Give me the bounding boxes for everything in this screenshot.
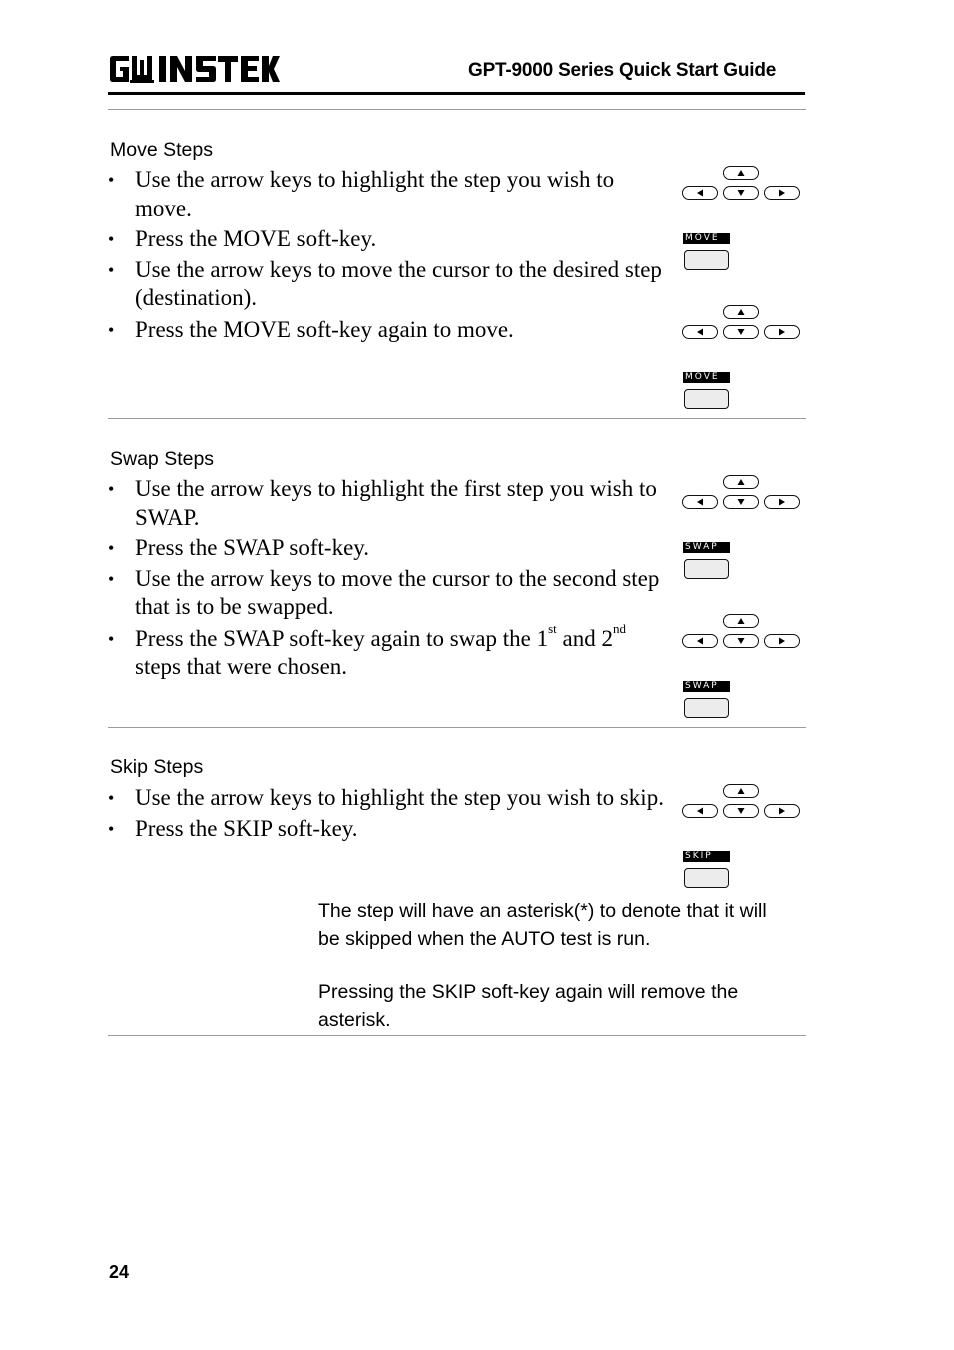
- step-text: Press the SWAP soft-key again to swap the 1: [135, 625, 549, 651]
- arrow-keypad-icon: [682, 475, 804, 511]
- arrow-left-icon: [682, 325, 718, 339]
- arrow-left-icon: [682, 186, 718, 200]
- section-title-move-steps: Move Steps: [110, 139, 213, 161]
- softkey-button: [684, 698, 729, 718]
- arrow-down-icon: [723, 634, 759, 648]
- arrow-down-icon: [723, 495, 759, 509]
- softkey-button: [684, 389, 729, 409]
- list-item: • Use the arrow keys to move the cursor to the second step that is to be swapped.: [108, 565, 673, 622]
- softkey-label: MOVE: [683, 372, 730, 383]
- arrow-keypad-icon: [682, 166, 804, 202]
- arrow-down-icon: [723, 325, 759, 339]
- arrow-right-icon: [764, 325, 800, 339]
- list-item: • Use the arrow keys to highlight the first step you wish to SWAP.: [108, 475, 673, 532]
- gw-instek-logo: [108, 54, 280, 84]
- arrow-down-icon: [723, 186, 759, 200]
- softkey-label: SKIP: [683, 851, 730, 862]
- arrow-left-icon: [682, 804, 718, 818]
- ordinal-suffix: st: [548, 620, 557, 636]
- swap-steps-list: [108, 475, 673, 682]
- guide-title: GPT-9000 Series Quick Start Guide: [468, 60, 777, 81]
- soft-key-button-icon: [683, 233, 731, 280]
- arrow-up-icon: [723, 166, 759, 180]
- list-item: • Press the SWAP soft-key.: [108, 534, 673, 563]
- softkey-button: [684, 250, 729, 270]
- arrow-up-icon: [723, 305, 759, 319]
- list-item: • Use the arrow keys to highlight the step you wish to skip.: [108, 784, 673, 813]
- arrow-right-icon: [764, 495, 800, 509]
- step-text: and 2: [556, 625, 613, 651]
- soft-key-button-icon: [683, 372, 731, 419]
- step-text: steps that were chosen.: [135, 654, 348, 679]
- softkey-button: [684, 559, 729, 579]
- list-item: [108, 620, 673, 682]
- section-title-skip-steps: Skip Steps: [110, 756, 204, 778]
- section-divider: [108, 418, 806, 419]
- softkey-label: SWAP: [683, 681, 730, 692]
- list-item: • Press the SKIP soft-key.: [108, 815, 673, 844]
- header-rule-thin: [108, 109, 806, 110]
- arrow-up-icon: [723, 614, 759, 628]
- note-paragraph: Pressing the SKIP soft-key again will remove the asterisk.: [318, 981, 739, 1031]
- arrow-right-icon: [764, 186, 800, 200]
- softkey-label: SWAP: [683, 542, 730, 553]
- page-number: 24: [109, 1262, 130, 1282]
- softkey-label: MOVE: [683, 233, 730, 244]
- section-divider: [108, 727, 806, 728]
- list-item: • Use the arrow keys to highlight the step you wish to move.: [108, 166, 673, 223]
- arrow-keypad-icon: [682, 305, 804, 341]
- arrow-keypad-icon: [682, 784, 804, 820]
- softkey-button: [684, 868, 729, 888]
- skip-steps-list: [108, 784, 673, 843]
- arrow-right-icon: [764, 804, 800, 818]
- list-item: • Use the arrow keys to move the cursor to the desired step (destination).: [108, 256, 673, 313]
- header-rule: [108, 92, 805, 95]
- arrow-keypad-icon: [682, 614, 804, 650]
- ordinal-suffix: nd: [612, 620, 626, 636]
- list-item: • Press the MOVE soft-key.: [108, 225, 673, 254]
- arrow-left-icon: [682, 495, 718, 509]
- arrow-up-icon: [723, 475, 759, 489]
- arrow-up-icon: [723, 784, 759, 798]
- section-divider: [108, 1035, 806, 1036]
- soft-key-button-icon: [683, 851, 731, 898]
- soft-key-button-icon: [683, 681, 731, 728]
- arrow-right-icon: [764, 634, 800, 648]
- arrow-down-icon: [723, 804, 759, 818]
- list-item: • Press the MOVE soft-key again to move.: [108, 316, 673, 345]
- section-title-swap-steps: Swap Steps: [110, 448, 215, 470]
- move-steps-list: [108, 166, 673, 344]
- note-paragraph: The step will have an asterisk(*) to denote that it will be skipped when the AUTO test is run.: [318, 900, 767, 950]
- arrow-left-icon: [682, 634, 718, 648]
- soft-key-button-icon: [683, 542, 731, 589]
